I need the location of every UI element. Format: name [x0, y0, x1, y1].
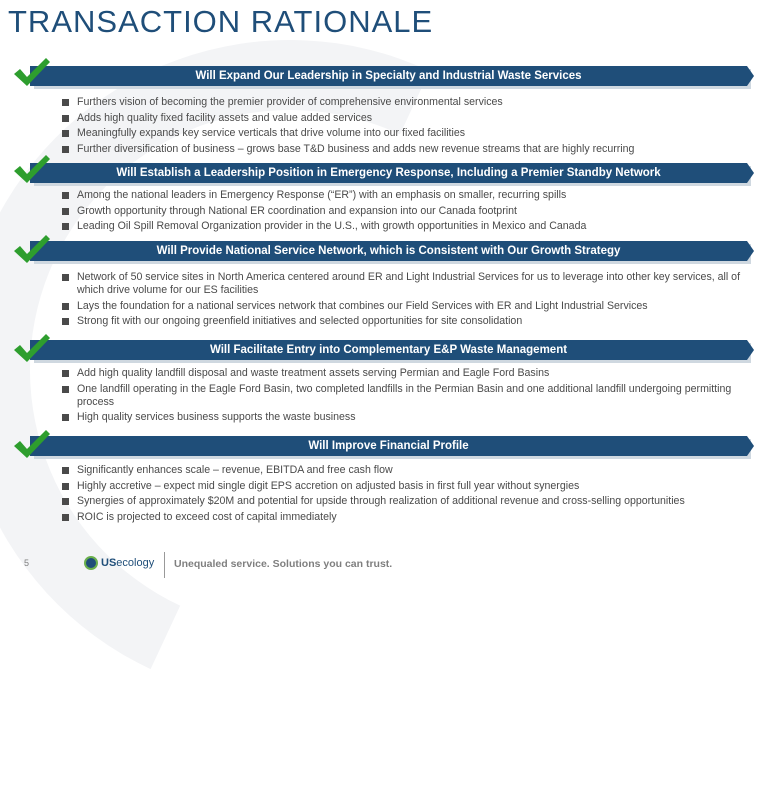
bullet-square-icon [62, 467, 69, 474]
list-item: Significantly enhances scale – revenue, EBITDA and free cash flow [62, 464, 752, 477]
bullet-square-icon [62, 130, 69, 137]
checkmark-icon [12, 428, 52, 462]
list-item: Lays the foundation for a national services network that combines our Field Services with ER and Light Industrial Services [62, 300, 752, 313]
bullet-square-icon [62, 274, 69, 281]
bullet-square-icon [62, 318, 69, 325]
bullet-square-icon [62, 498, 69, 505]
list-item: High quality services business supports the waste business [62, 411, 752, 424]
bullet-square-icon [62, 115, 69, 122]
bullet-square-icon [62, 514, 69, 521]
list-item: Growth opportunity through National ER coordination and expansion into our Canada footprint [62, 205, 752, 218]
checkmark-icon [12, 56, 52, 90]
list-item: One landfill operating in the Eagle Ford Basin, two completed landfills in the Permian Basin and one additional landfill undergoing permitting process [62, 383, 752, 409]
bullet-square-icon [62, 192, 69, 199]
footer-divider [164, 552, 165, 578]
list-item: Among the national leaders in Emergency Response (“ER”) with an emphasis on smaller, recurring spills [62, 189, 752, 202]
section-heading: Will Facilitate Entry into Complementary E&P Waste Management [30, 340, 747, 360]
us-ecology-logo [84, 556, 154, 570]
section-heading: Will Establish a Leadership Position in Emergency Response, Including a Premier Standby Network [30, 163, 747, 183]
logo-ecology-text: ecology [116, 557, 155, 569]
section-heading: Will Expand Our Leadership in Specialty and Industrial Waste Services [30, 66, 747, 86]
list-item: Adds high quality fixed facility assets and value added services [62, 112, 752, 125]
bullet-square-icon [62, 146, 69, 153]
section-heading: Will Improve Financial Profile [30, 436, 747, 456]
checkmark-icon [12, 332, 52, 366]
bullet-square-icon [62, 483, 69, 490]
checkmark-icon [12, 233, 52, 267]
page-number: 5 [24, 558, 30, 568]
logo-mark-icon [84, 556, 98, 570]
list-item: Leading Oil Spill Removal Organization provider in the U.S., with growth opportunities in Mexico and Canada [62, 220, 752, 233]
list-item: Network of 50 service sites in North America centered around ER and Light Industrial Services for us to leverage into other key services, all of which drive volume for our ES facilities [62, 271, 752, 297]
logo-us-text: US [101, 557, 117, 569]
bullet-square-icon [62, 99, 69, 106]
list-item: Strong fit with our ongoing greenfield initiatives and selected opportunities for site consolidation [62, 315, 752, 328]
bullet-square-icon [62, 370, 69, 377]
list-item: Furthers vision of becoming the premier provider of comprehensive environmental services [62, 96, 752, 109]
bullet-square-icon [62, 208, 69, 215]
checkmark-icon [12, 153, 52, 187]
list-item: Highly accretive – expect mid single digit EPS accretion on adjusted basis in first full year without synergies [62, 480, 752, 493]
bullet-square-icon [62, 386, 69, 393]
bullet-list [62, 189, 752, 236]
list-item: Synergies of approximately $20M and potential for upside through realization of additional revenue and cross-selling opportunities [62, 495, 752, 508]
bullet-list [62, 367, 752, 427]
footer-tagline: Unequaled service. Solutions you can trust. [174, 558, 393, 570]
bullet-list [62, 464, 752, 526]
list-item: Further diversification of business – grows base T&D business and adds new revenue streams that are highly recurring [62, 143, 752, 156]
list-item: Meaningfully expands key service verticals that drive volume into our fixed facilities [62, 127, 752, 140]
bullet-square-icon [62, 414, 69, 421]
bullet-square-icon [62, 223, 69, 230]
section-heading: Will Provide National Service Network, which is Consistent with Our Growth Strategy [30, 241, 747, 261]
bullet-list [62, 96, 752, 158]
page-title: TRANSACTION RATIONALE [8, 4, 434, 39]
list-item: ROIC is projected to exceed cost of capital immediately [62, 511, 752, 524]
list-item: Add high quality landfill disposal and waste treatment assets serving Permian and Eagle Ford Basins [62, 367, 752, 380]
bullet-square-icon [62, 303, 69, 310]
bullet-list [62, 271, 752, 331]
